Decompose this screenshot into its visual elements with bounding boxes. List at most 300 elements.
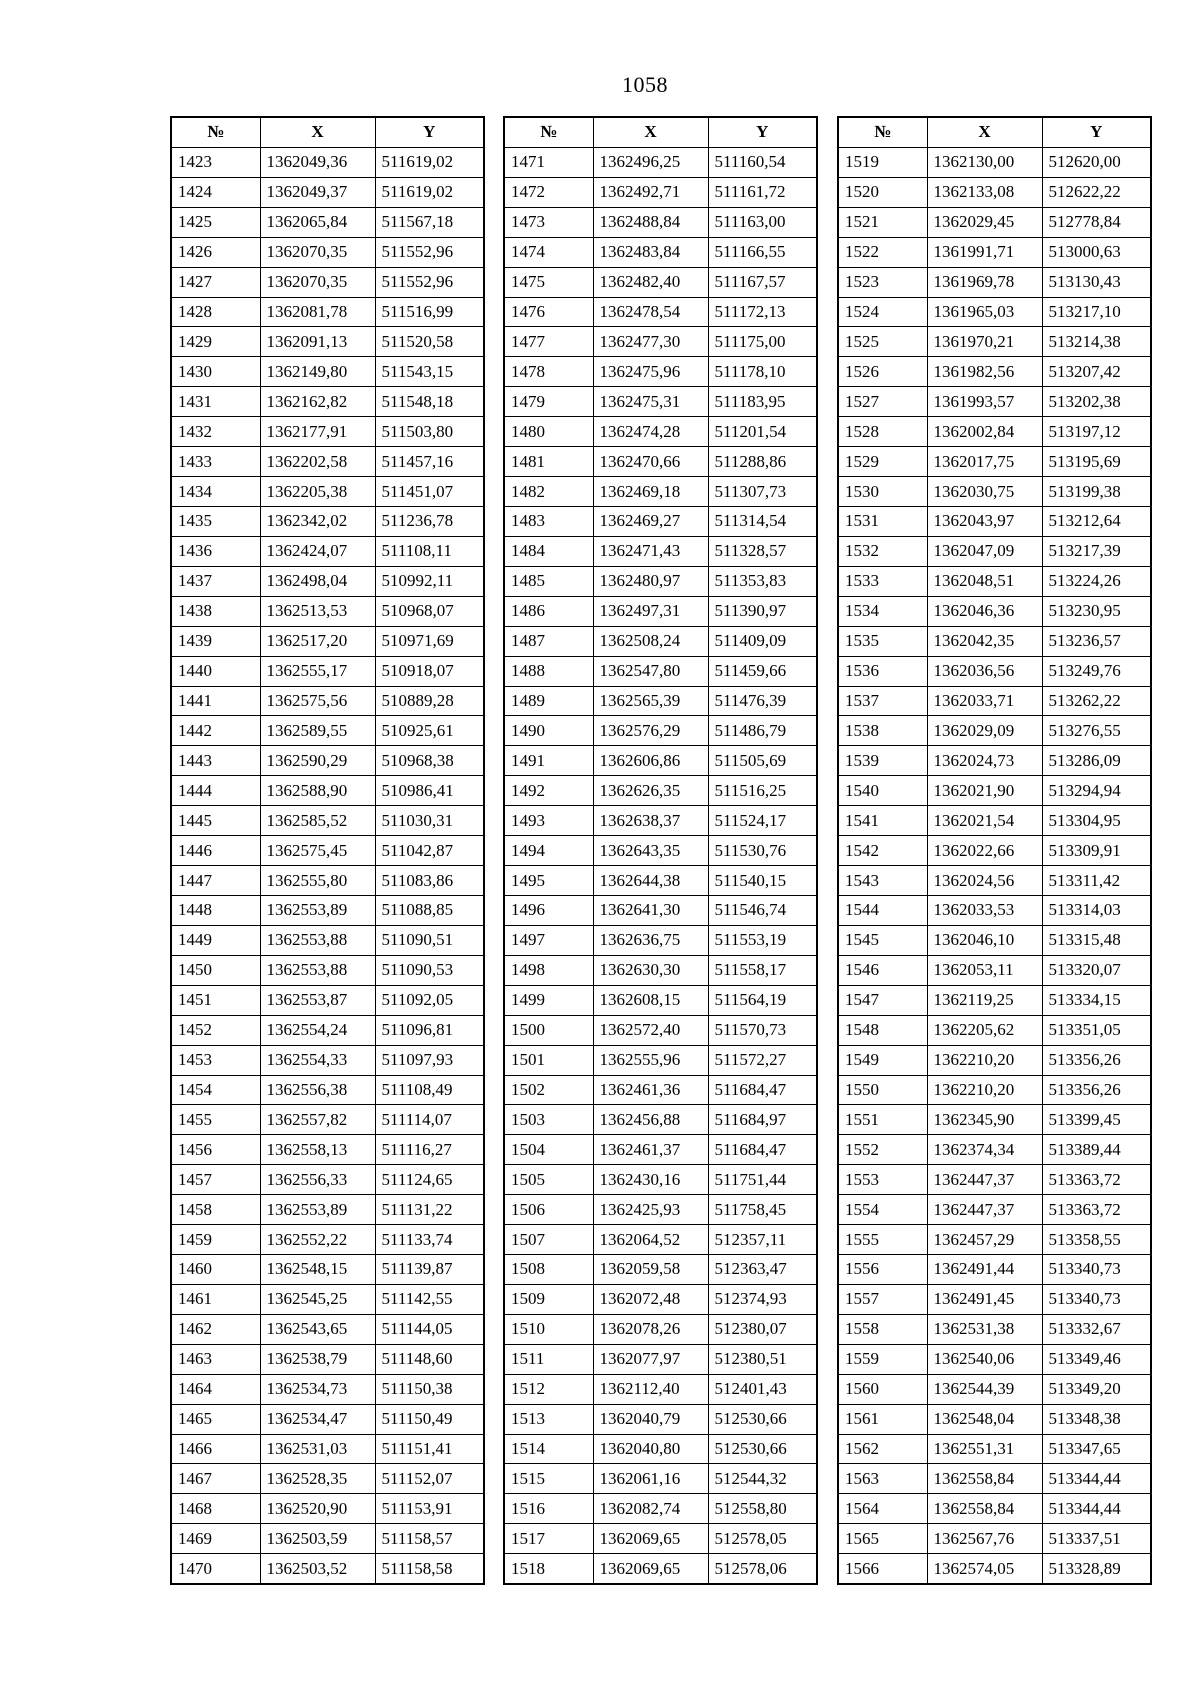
cell-number: 1513: [504, 1404, 593, 1434]
cell-number: 1443: [171, 746, 260, 776]
cell-y: 513202,38: [1042, 387, 1151, 417]
cell-number: 1492: [504, 776, 593, 806]
cell-y: 511314,54: [708, 506, 817, 536]
cell-y: 511543,15: [375, 357, 484, 387]
cell-number: 1476: [504, 297, 593, 327]
cell-number: 1516: [504, 1494, 593, 1524]
cell-number: 1472: [504, 177, 593, 207]
cell-number: 1474: [504, 237, 593, 267]
table-row: [171, 1434, 484, 1464]
cell-y: 511758,45: [708, 1195, 817, 1225]
cell-y: 511751,44: [708, 1165, 817, 1195]
cell-number: 1459: [171, 1225, 260, 1255]
header-x: X: [260, 117, 375, 147]
cell-y: 513217,10: [1042, 297, 1151, 327]
cell-number: 1520: [838, 177, 927, 207]
cell-x: 1362040,79: [593, 1404, 708, 1434]
cell-y: 513230,95: [1042, 596, 1151, 626]
cell-x: 1362528,35: [260, 1464, 375, 1494]
cell-number: 1547: [838, 985, 927, 1015]
table-row: [504, 1284, 817, 1314]
cell-number: 1440: [171, 656, 260, 686]
table-row: [838, 267, 1151, 297]
table-row: [171, 866, 484, 896]
cell-number: 1561: [838, 1404, 927, 1434]
table-row: [171, 506, 484, 536]
table-row: [838, 1015, 1151, 1045]
cell-number: 1514: [504, 1434, 593, 1464]
cell-y: 511553,19: [708, 925, 817, 955]
cell-number: 1444: [171, 776, 260, 806]
cell-y: 512530,66: [708, 1404, 817, 1434]
cell-y: 511516,99: [375, 297, 484, 327]
cell-number: 1486: [504, 596, 593, 626]
cell-x: 1362447,37: [927, 1195, 1042, 1225]
table-row: [504, 1434, 817, 1464]
table-row: [504, 925, 817, 955]
cell-y: 512558,80: [708, 1494, 817, 1524]
cell-x: 1362069,65: [593, 1554, 708, 1584]
table-row: [504, 716, 817, 746]
cell-x: 1362644,38: [593, 866, 708, 896]
cell-x: 1362588,90: [260, 776, 375, 806]
cell-y: 511567,18: [375, 207, 484, 237]
table-row: [838, 866, 1151, 896]
table-row: [504, 417, 817, 447]
table-row: [171, 1195, 484, 1225]
cell-x: 1362469,27: [593, 506, 708, 536]
table-row: [171, 477, 484, 507]
table-row: [171, 656, 484, 686]
cell-x: 1362552,22: [260, 1225, 375, 1255]
cell-y: 511142,55: [375, 1284, 484, 1314]
cell-number: 1545: [838, 925, 927, 955]
cell-x: 1362540,06: [927, 1344, 1042, 1374]
table-header-row: [171, 117, 484, 147]
cell-number: 1426: [171, 237, 260, 267]
cell-x: 1362461,36: [593, 1075, 708, 1105]
cell-x: 1362517,20: [260, 626, 375, 656]
cell-y: 513351,05: [1042, 1015, 1151, 1045]
cell-number: 1517: [504, 1524, 593, 1554]
cell-y: 510971,69: [375, 626, 484, 656]
cell-y: 511139,87: [375, 1255, 484, 1285]
cell-y: 511409,09: [708, 626, 817, 656]
cell-number: 1499: [504, 985, 593, 1015]
cell-y: 513356,26: [1042, 1045, 1151, 1075]
header-number: №: [838, 117, 927, 147]
cell-number: 1523: [838, 267, 927, 297]
cell-number: 1495: [504, 866, 593, 896]
cell-number: 1558: [838, 1314, 927, 1344]
table-row: [838, 447, 1151, 477]
cell-x: 1362575,56: [260, 686, 375, 716]
cell-x: 1362030,75: [927, 477, 1042, 507]
cell-number: 1519: [838, 147, 927, 177]
cell-x: 1362556,38: [260, 1075, 375, 1105]
table-row: [838, 1404, 1151, 1434]
cell-y: 511558,17: [708, 955, 817, 985]
cell-y: 513315,48: [1042, 925, 1151, 955]
table-row: [171, 1554, 484, 1584]
table-row: [504, 1135, 817, 1165]
table-row: [171, 566, 484, 596]
cell-number: 1445: [171, 806, 260, 836]
cell-y: 513309,91: [1042, 836, 1151, 866]
table-row: [504, 955, 817, 985]
cell-number: 1496: [504, 895, 593, 925]
table-row: [504, 267, 817, 297]
table-row: [171, 177, 484, 207]
cell-y: 511459,66: [708, 656, 817, 686]
table-row: [504, 1015, 817, 1045]
cell-y: 511503,80: [375, 417, 484, 447]
cell-y: 513332,67: [1042, 1314, 1151, 1344]
cell-number: 1551: [838, 1105, 927, 1135]
cell-number: 1451: [171, 985, 260, 1015]
table-row: [504, 1165, 817, 1195]
cell-number: 1507: [504, 1225, 593, 1255]
cell-number: 1539: [838, 746, 927, 776]
cell-y: 511684,97: [708, 1105, 817, 1135]
table-row: [838, 1045, 1151, 1075]
cell-x: 1362520,90: [260, 1494, 375, 1524]
cell-x: 1362475,96: [593, 357, 708, 387]
cell-y: 513276,55: [1042, 716, 1151, 746]
cell-number: 1542: [838, 836, 927, 866]
table-row: [504, 1404, 817, 1434]
cell-number: 1455: [171, 1105, 260, 1135]
cell-x: 1362554,24: [260, 1015, 375, 1045]
cell-number: 1487: [504, 626, 593, 656]
cell-x: 1362557,82: [260, 1105, 375, 1135]
cell-number: 1431: [171, 387, 260, 417]
cell-number: 1447: [171, 866, 260, 896]
table-row: [838, 806, 1151, 836]
table-row: [838, 836, 1151, 866]
table-row: [504, 1045, 817, 1075]
cell-y: 511178,10: [708, 357, 817, 387]
cell-x: 1362551,31: [927, 1434, 1042, 1464]
cell-number: 1491: [504, 746, 593, 776]
cell-number: 1541: [838, 806, 927, 836]
cell-y: 511520,58: [375, 327, 484, 357]
table-row: [504, 147, 817, 177]
table-row: [171, 626, 484, 656]
cell-x: 1362024,73: [927, 746, 1042, 776]
cell-y: 511090,53: [375, 955, 484, 985]
cell-y: 511151,41: [375, 1434, 484, 1464]
cell-number: 1465: [171, 1404, 260, 1434]
table-row: [838, 1314, 1151, 1344]
table-row: [504, 1075, 817, 1105]
cell-y: 513224,26: [1042, 566, 1151, 596]
cell-number: 1428: [171, 297, 260, 327]
table-row: [504, 1524, 817, 1554]
cell-number: 1502: [504, 1075, 593, 1105]
cell-number: 1438: [171, 596, 260, 626]
cell-number: 1471: [504, 147, 593, 177]
table-row: [838, 417, 1151, 447]
table-row: [838, 1464, 1151, 1494]
cell-x: 1362545,25: [260, 1284, 375, 1314]
cell-number: 1437: [171, 566, 260, 596]
cell-x: 1362482,40: [593, 267, 708, 297]
cell-y: 513249,76: [1042, 656, 1151, 686]
cell-y: 513340,73: [1042, 1284, 1151, 1314]
cell-number: 1430: [171, 357, 260, 387]
cell-x: 1362021,54: [927, 806, 1042, 836]
cell-number: 1448: [171, 895, 260, 925]
cell-y: 511152,07: [375, 1464, 484, 1494]
table-row: [838, 686, 1151, 716]
table-row: [838, 746, 1151, 776]
table-row: [838, 626, 1151, 656]
table-row: [171, 1165, 484, 1195]
cell-number: 1536: [838, 656, 927, 686]
cell-y: 511108,11: [375, 536, 484, 566]
cell-y: 513214,38: [1042, 327, 1151, 357]
cell-number: 1511: [504, 1344, 593, 1374]
cell-number: 1563: [838, 1464, 927, 1494]
cell-y: 512778,84: [1042, 207, 1151, 237]
table-row: [171, 1314, 484, 1344]
table-row: [838, 1195, 1151, 1225]
cell-y: 513344,44: [1042, 1494, 1151, 1524]
cell-x: 1362033,53: [927, 895, 1042, 925]
cell-y: 511148,60: [375, 1344, 484, 1374]
cell-x: 1362531,03: [260, 1434, 375, 1464]
cell-number: 1562: [838, 1434, 927, 1464]
table-row: [838, 1225, 1151, 1255]
cell-y: 511570,73: [708, 1015, 817, 1045]
cell-x: 1362457,29: [927, 1225, 1042, 1255]
cell-number: 1525: [838, 327, 927, 357]
table-row: [838, 955, 1151, 985]
cell-x: 1362558,84: [927, 1494, 1042, 1524]
table-row: [504, 656, 817, 686]
cell-y: 511552,96: [375, 267, 484, 297]
table-row: [838, 716, 1151, 746]
cell-x: 1362641,30: [593, 895, 708, 925]
cell-y: 511124,65: [375, 1165, 484, 1195]
cell-x: 1362065,84: [260, 207, 375, 237]
table-row: [504, 1494, 817, 1524]
cell-x: 1362556,33: [260, 1165, 375, 1195]
cell-y: 511353,83: [708, 566, 817, 596]
table-row: [504, 746, 817, 776]
table-row: [838, 1075, 1151, 1105]
cell-number: 1441: [171, 686, 260, 716]
cell-x: 1362513,53: [260, 596, 375, 626]
cell-number: 1524: [838, 297, 927, 327]
table-row: [504, 1105, 817, 1135]
table-row: [838, 1494, 1151, 1524]
cell-x: 1361965,03: [927, 297, 1042, 327]
cell-x: 1362567,76: [927, 1524, 1042, 1554]
cell-x: 1362345,90: [927, 1105, 1042, 1135]
cell-y: 510889,28: [375, 686, 484, 716]
cell-number: 1489: [504, 686, 593, 716]
cell-y: 511092,05: [375, 985, 484, 1015]
cell-number: 1555: [838, 1225, 927, 1255]
cell-x: 1361993,57: [927, 387, 1042, 417]
table-row: [171, 1374, 484, 1404]
cell-number: 1505: [504, 1165, 593, 1195]
cell-x: 1362205,38: [260, 477, 375, 507]
cell-y: 511288,86: [708, 447, 817, 477]
cell-y: 510968,38: [375, 746, 484, 776]
cell-number: 1467: [171, 1464, 260, 1494]
cell-y: 511524,17: [708, 806, 817, 836]
cell-x: 1362133,08: [927, 177, 1042, 207]
cell-number: 1533: [838, 566, 927, 596]
cell-number: 1557: [838, 1284, 927, 1314]
cell-number: 1446: [171, 836, 260, 866]
cell-y: 513358,55: [1042, 1225, 1151, 1255]
cell-number: 1425: [171, 207, 260, 237]
cell-x: 1362024,56: [927, 866, 1042, 896]
cell-x: 1362558,13: [260, 1135, 375, 1165]
cell-x: 1362461,37: [593, 1135, 708, 1165]
cell-x: 1362456,88: [593, 1105, 708, 1135]
table-row: [504, 237, 817, 267]
cell-x: 1362430,16: [593, 1165, 708, 1195]
cell-x: 1362469,18: [593, 477, 708, 507]
cell-x: 1362636,75: [593, 925, 708, 955]
table-row: [171, 806, 484, 836]
cell-x: 1362047,09: [927, 536, 1042, 566]
cell-y: 511175,00: [708, 327, 817, 357]
cell-y: 511144,05: [375, 1314, 484, 1344]
table-row: [504, 1554, 817, 1584]
cell-x: 1362017,75: [927, 447, 1042, 477]
cell-number: 1518: [504, 1554, 593, 1584]
cell-x: 1362342,02: [260, 506, 375, 536]
table-row: [171, 357, 484, 387]
cell-x: 1362049,36: [260, 147, 375, 177]
cell-x: 1362048,51: [927, 566, 1042, 596]
cell-y: 511158,58: [375, 1554, 484, 1584]
cell-y: 511090,51: [375, 925, 484, 955]
cell-number: 1538: [838, 716, 927, 746]
cell-number: 1485: [504, 566, 593, 596]
cell-number: 1454: [171, 1075, 260, 1105]
table-row: [838, 1135, 1151, 1165]
table-row: [171, 746, 484, 776]
cell-number: 1503: [504, 1105, 593, 1135]
cell-y: 511546,74: [708, 895, 817, 925]
cell-x: 1362478,54: [593, 297, 708, 327]
cell-y: 511133,74: [375, 1225, 484, 1255]
cell-x: 1362543,65: [260, 1314, 375, 1344]
table-row: [504, 1255, 817, 1285]
cell-x: 1362534,47: [260, 1404, 375, 1434]
cell-y: 511150,38: [375, 1374, 484, 1404]
cell-number: 1434: [171, 477, 260, 507]
cell-y: 513334,15: [1042, 985, 1151, 1015]
cell-number: 1550: [838, 1075, 927, 1105]
cell-number: 1493: [504, 806, 593, 836]
cell-y: 511328,57: [708, 536, 817, 566]
table-row: [504, 536, 817, 566]
table-row: [171, 1105, 484, 1135]
coordinates-table-1: [170, 116, 485, 1585]
cell-y: 510992,11: [375, 566, 484, 596]
cell-x: 1362029,45: [927, 207, 1042, 237]
table-row: [171, 955, 484, 985]
cell-number: 1433: [171, 447, 260, 477]
cell-x: 1362553,88: [260, 925, 375, 955]
coordinates-table-3: [837, 116, 1152, 1585]
cell-number: 1468: [171, 1494, 260, 1524]
cell-x: 1362036,56: [927, 656, 1042, 686]
cell-y: 513294,94: [1042, 776, 1151, 806]
cell-x: 1362149,80: [260, 357, 375, 387]
page-number: 1058: [622, 72, 668, 97]
cell-number: 1436: [171, 536, 260, 566]
cell-number: 1508: [504, 1255, 593, 1285]
cell-number: 1552: [838, 1135, 927, 1165]
cell-number: 1484: [504, 536, 593, 566]
cell-y: 513207,42: [1042, 357, 1151, 387]
cell-x: 1362498,04: [260, 566, 375, 596]
cell-number: 1453: [171, 1045, 260, 1075]
table-row: [171, 1344, 484, 1374]
cell-y: 513197,12: [1042, 417, 1151, 447]
cell-y: 511684,47: [708, 1135, 817, 1165]
cell-x: 1362508,24: [593, 626, 708, 656]
cell-number: 1427: [171, 267, 260, 297]
cell-x: 1362210,20: [927, 1075, 1042, 1105]
cell-y: 511684,47: [708, 1075, 817, 1105]
cell-number: 1488: [504, 656, 593, 686]
cell-y: 511158,57: [375, 1524, 484, 1554]
cell-x: 1362497,31: [593, 596, 708, 626]
cell-y: 513337,51: [1042, 1524, 1151, 1554]
cell-number: 1504: [504, 1135, 593, 1165]
header-y: Y: [1042, 117, 1151, 147]
table-row: [171, 1284, 484, 1314]
table-row: [171, 327, 484, 357]
cell-number: 1535: [838, 626, 927, 656]
table-row: [504, 357, 817, 387]
cell-x: 1362210,20: [927, 1045, 1042, 1075]
cell-x: 1362046,10: [927, 925, 1042, 955]
cell-x: 1362548,15: [260, 1255, 375, 1285]
table-row: [171, 1045, 484, 1075]
cell-y: 513356,26: [1042, 1075, 1151, 1105]
table-row: [171, 536, 484, 566]
cell-x: 1362049,37: [260, 177, 375, 207]
cell-number: 1553: [838, 1165, 927, 1195]
cell-y: 511201,54: [708, 417, 817, 447]
cell-y: 513347,65: [1042, 1434, 1151, 1464]
cell-x: 1362424,07: [260, 536, 375, 566]
table-row: [838, 237, 1151, 267]
cell-y: 513130,43: [1042, 267, 1151, 297]
cell-y: 511390,97: [708, 596, 817, 626]
cell-x: 1362374,34: [927, 1135, 1042, 1165]
cell-number: 1515: [504, 1464, 593, 1494]
cell-x: 1362558,84: [927, 1464, 1042, 1494]
table-row: [838, 1554, 1151, 1584]
table-row: [171, 1255, 484, 1285]
cell-x: 1362553,89: [260, 895, 375, 925]
cell-y: 513363,72: [1042, 1165, 1151, 1195]
cell-number: 1556: [838, 1255, 927, 1285]
cell-x: 1362590,29: [260, 746, 375, 776]
